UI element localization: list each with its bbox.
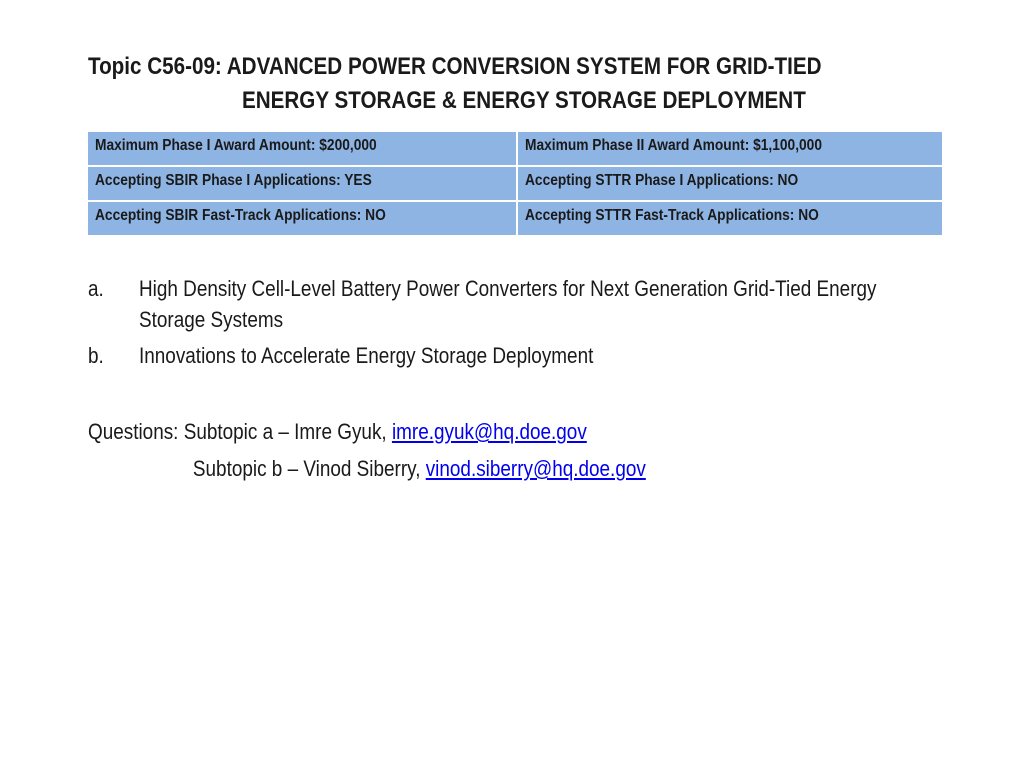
table-row <box>87 166 943 201</box>
list-item <box>88 273 988 335</box>
page-title <box>88 50 845 118</box>
table-row <box>87 131 943 166</box>
table-cell-sbir-phase1: Accepting SBIR Phase I Applications: YES <box>87 166 517 201</box>
title-line-1: Topic C56-09: ADVANCED POWER CONVERSION SYSTEM FOR GRID-TIED <box>88 53 822 80</box>
title-line-2: ENERGY STORAGE & ENERGY STORAGE DEPLOYMENT <box>241 87 806 114</box>
table-cell-phase2-award: Maximum Phase II Award Amount: $1,100,000 <box>517 131 943 166</box>
questions-section <box>88 413 988 487</box>
subtopic-b-contact: Subtopic b – Vinod Siberry, <box>192 456 421 481</box>
table-cell-sttr-fasttrack: Accepting STTR Fast-Track Applications: NO <box>517 201 943 236</box>
table-cell-phase1-award: Maximum Phase I Award Amount: $200,000 <box>87 131 517 166</box>
subtopic-text: High Density Cell-Level Battery Power Converters for Next Generation Grid-Tied Energy Storage Systems <box>139 276 877 332</box>
table-cell-sttr-phase1: Accepting STTR Phase I Applications: NO <box>517 166 943 201</box>
subtopic-list <box>88 273 988 376</box>
table-cell-sbir-fasttrack: Accepting SBIR Fast-Track Applications: NO <box>87 201 517 236</box>
questions-label: Questions: <box>88 419 179 444</box>
list-marker: b. <box>88 343 104 368</box>
list-marker: a. <box>88 276 104 301</box>
email-link-vinod-siberry[interactable]: vinod.siberry@hq.doe.gov <box>425 456 646 481</box>
questions-line-1 <box>88 413 862 450</box>
email-link-imre-gyuk[interactable]: imre.gyuk@hq.doe.gov <box>391 419 587 444</box>
list-item <box>88 340 988 371</box>
award-info-table <box>86 130 944 237</box>
subtopic-a-contact: Subtopic a – Imre Gyuk, <box>183 419 387 444</box>
subtopic-text: Innovations to Accelerate Energy Storage Deployment <box>139 343 594 368</box>
table-row <box>87 201 943 236</box>
questions-line-2 <box>88 450 862 487</box>
